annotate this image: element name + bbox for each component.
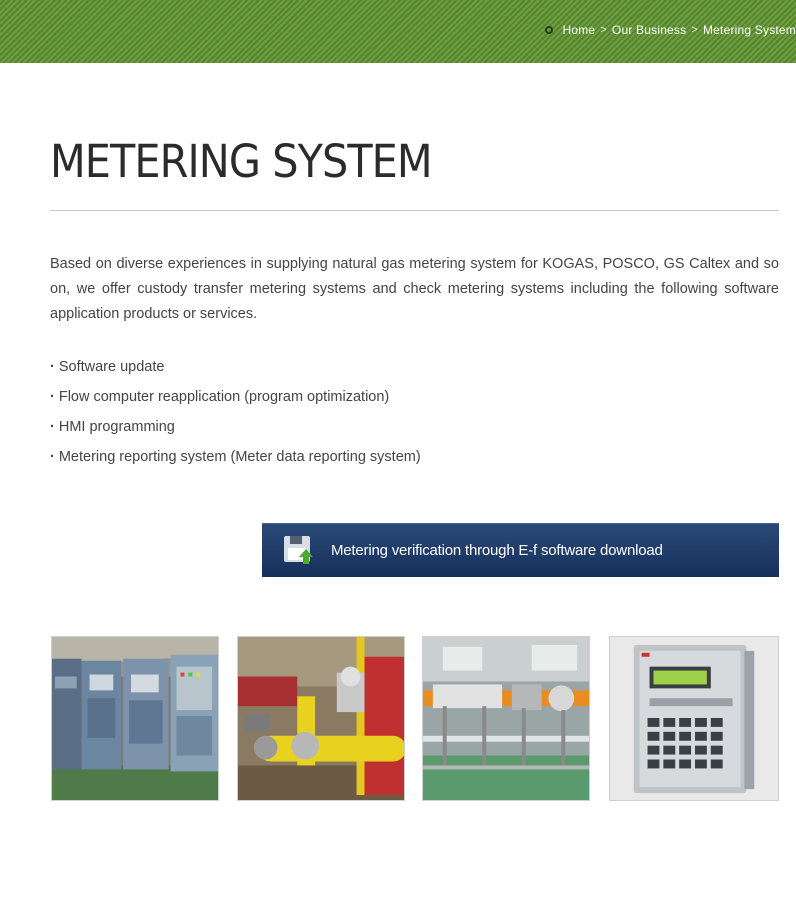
feature-item: · Metering reporting system (Meter data reporting system): [50, 442, 421, 472]
gas-regulator-piping-photo: [237, 636, 405, 801]
chevron-right-icon: >: [691, 24, 698, 36]
feature-list: [50, 352, 421, 472]
feature-item: · Flow computer reapplication (program optimization): [50, 382, 421, 412]
chevron-right-icon: >: [600, 24, 607, 36]
feature-item: · Software update: [50, 352, 421, 382]
page-title: METERING SYSTEM: [50, 135, 432, 188]
intro-paragraph: Based on diverse experiences in supplying natural gas metering system for KOGAS, POSCO, GS Caltex and so on, we offer custody transfer metering systems and check metering systems including the following software application products or services.: [50, 256, 779, 322]
title-divider: [50, 210, 779, 211]
header-bar: [0, 0, 796, 63]
breadcrumb-metering-system[interactable]: Metering System: [702, 23, 796, 37]
breadcrumb-home[interactable]: Home: [562, 23, 596, 37]
software-download-button[interactable]: [262, 523, 779, 577]
breadcrumb: [545, 22, 796, 38]
control-cabinets-photo: [51, 636, 219, 801]
flow-computer-photo: [609, 636, 779, 801]
feature-item: · HMI programming: [50, 412, 421, 442]
home-icon[interactable]: [545, 26, 553, 34]
metering-skid-photo: [422, 636, 590, 801]
floppy-download-icon: [284, 536, 312, 564]
download-button-label: Metering verification through E-f software download: [331, 541, 663, 559]
breadcrumb-our-business[interactable]: Our Business: [611, 23, 687, 37]
